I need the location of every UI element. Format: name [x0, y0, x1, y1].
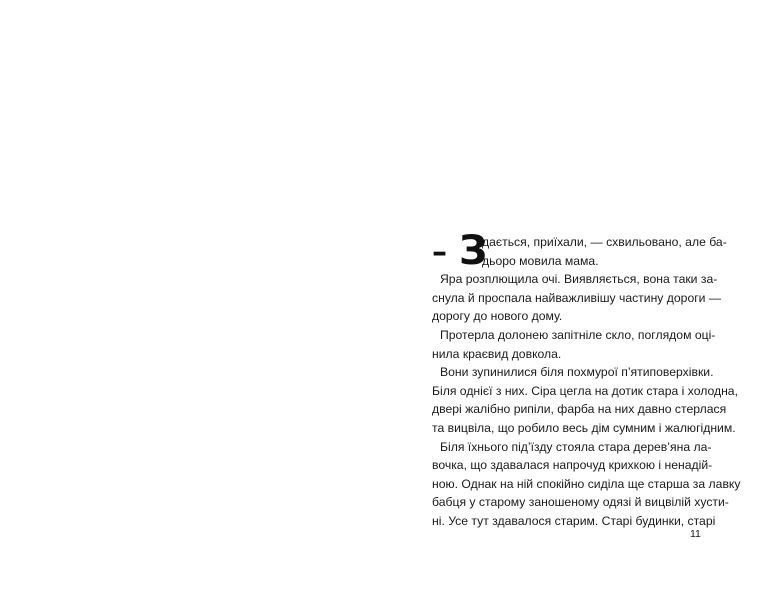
text-line: двері жалібно рипіли, фарба на них давно стерлася	[432, 402, 727, 417]
drop-cap-letter: З	[459, 228, 488, 274]
drop-cap-dash: –	[432, 235, 447, 270]
text-line: Вони зупинилися біля похмурої п’ятиповерхівки.	[440, 365, 714, 380]
drop-cap	[432, 228, 488, 274]
text-line: бабця у старому заношеному одязі й вицвілій хусти-	[432, 495, 729, 510]
text-line: дорогу до нового дому.	[432, 309, 563, 324]
text-line: дьоро мовила мама.	[482, 253, 599, 268]
text-line: ні. Усе тут здавалося старим. Старі будинки, старі	[432, 513, 716, 528]
text-line: та вицвіла, що робило весь дім сумним і жалюгідним.	[432, 420, 736, 435]
text-line: нила краєвид довкола.	[432, 346, 562, 361]
text-line: ною. Однак на ній спокійно сиділа ще старша за лавку	[432, 476, 741, 491]
text-line: дається, приїхали, — схвильовано, але ба-	[482, 235, 727, 249]
text-line: Біля їхнього під’їзду стояла стара дерев’яна ла-	[440, 439, 712, 454]
text-line: снула й проспала найважливішу частину дороги —	[432, 290, 722, 305]
text-line: вочка, що здавалася напрочуд крихкою і ненадій-	[432, 458, 713, 473]
text-line: Яра розплющила очі. Виявляється, вона таки за-	[440, 272, 718, 287]
text-line: Біля однієї з них. Сіра цегла на дотик стара і холодна,	[432, 383, 738, 398]
text-line: Протерла долонею запітніле скло, поглядом оці-	[440, 327, 716, 342]
page-number: 11	[690, 528, 701, 540]
body-text	[432, 228, 741, 531]
